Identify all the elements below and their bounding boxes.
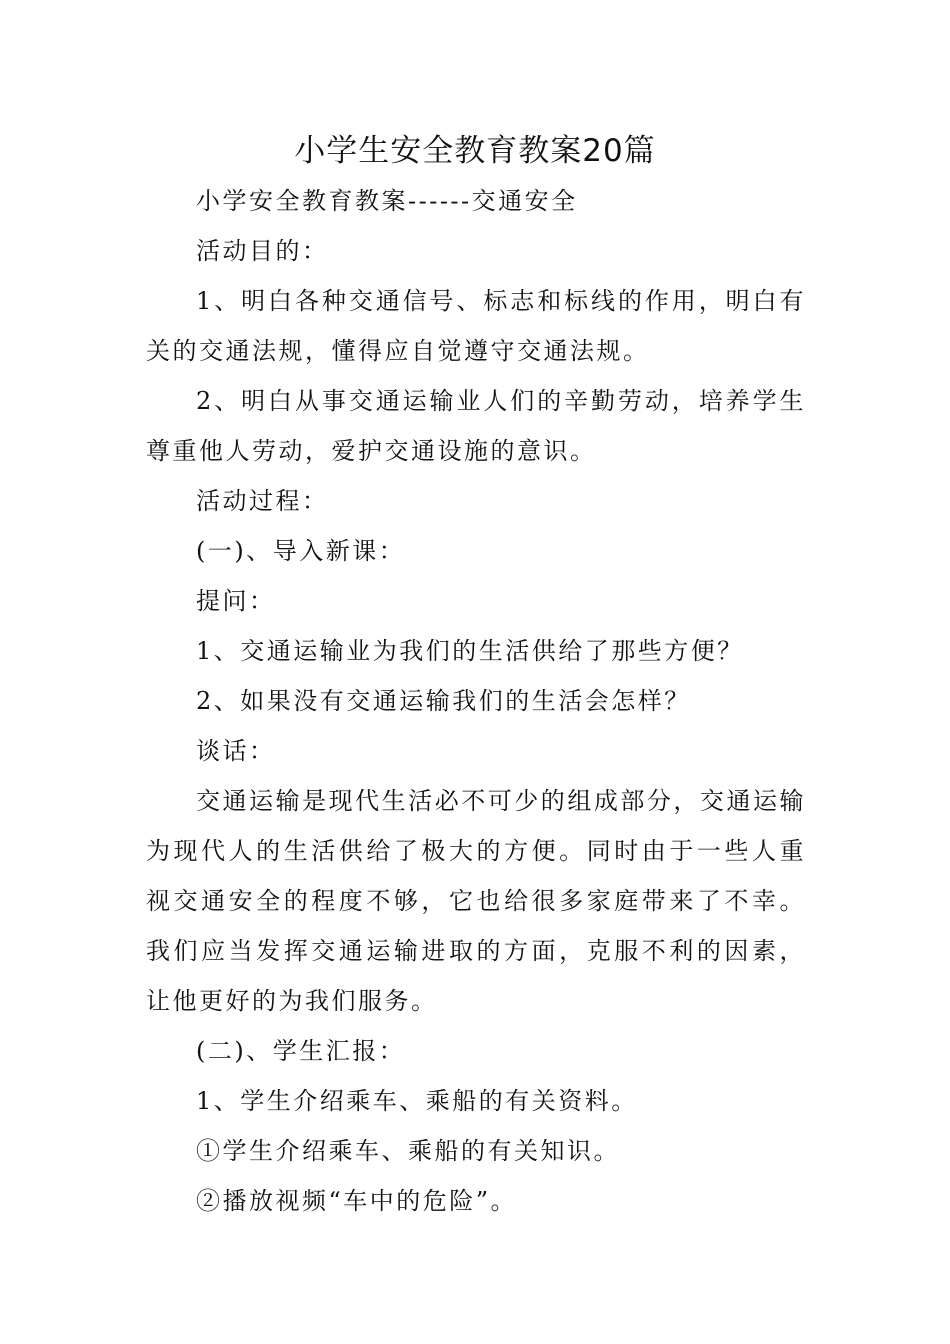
question-item-2: 2、如果没有交通运输我们的生活会怎样？ — [196, 687, 691, 715]
document-title: 小学生安全教育教案20篇 — [294, 133, 656, 169]
talk-paragraph: 交通运输是现代生活必不可少的组成部分，交通运输为现代人的生活供给了极大的方便。同时由于一些人重视交通安全的程度不够，它也给很多家庭带来了不幸。我们应当发挥交通运输进取的方面，克服不利的因素，让他更好的为我们服务。 — [146, 787, 806, 1015]
step-heading-report: (二)、学生汇报： — [196, 1037, 406, 1065]
question-item-1: 1、交通运输业为我们的生活供给了那些方便？ — [196, 637, 744, 665]
talk-label: 谈话： — [196, 737, 276, 765]
step-heading-intro: (一)、导入新课： — [196, 537, 406, 565]
section-heading-process: 活动过程： — [196, 487, 329, 515]
subtitle-paragraph: 小学安全教育教案------交通安全 — [196, 187, 578, 215]
goal-item-1: 1、明白各种交通信号、标志和标线的作用，明白有关的交通法规，懂得应自觉遵守交通法规。 — [146, 287, 806, 365]
report-subitem-2: ②播放视频“车中的危险”。 — [196, 1187, 518, 1215]
report-subitem-1: ①学生介绍乘车、乘船的有关知识。 — [196, 1137, 620, 1165]
question-label: 提问： — [196, 587, 276, 615]
goal-item-2: 2、明白从事交通运输业人们的辛勤劳动，培养学生尊重他人劳动，爱护交通设施的意识。 — [146, 387, 806, 465]
document-body — [146, 176, 806, 1226]
section-heading-goals: 活动目的： — [196, 237, 329, 265]
report-item-1: 1、学生介绍乘车、乘船的有关资料。 — [196, 1087, 638, 1115]
